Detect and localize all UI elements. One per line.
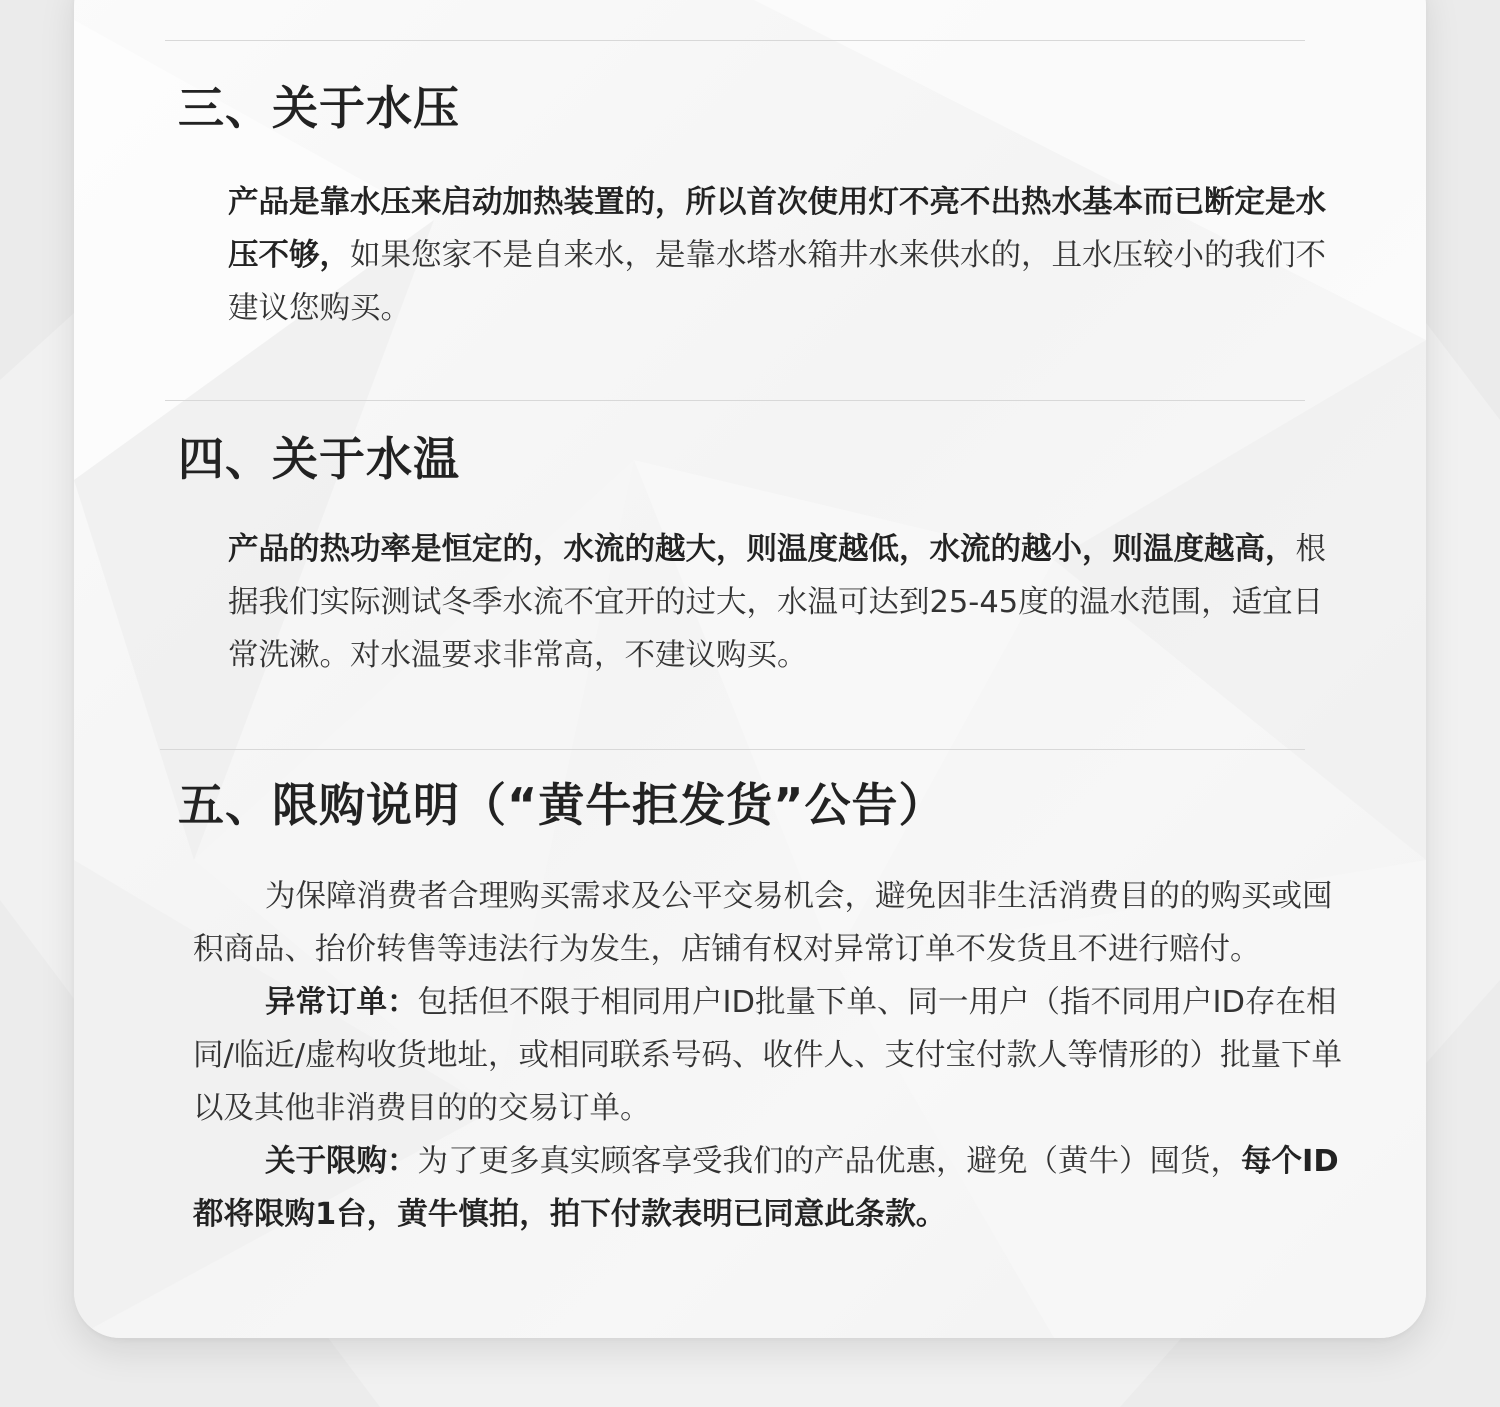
abnormal-orders-text: 包括但不限于相同用户ID批量下单、同一用户（指不同用户ID存在相同/临近/虚构收货地址，或相同联系号码、收件人、支付宝付款人等情形的）批量下单以及其他非消费目的的交易订单。 — [193, 985, 1343, 1126]
section-title-purchase-limit: 五、限购说明（“黄牛拒发货”公告） — [178, 778, 946, 832]
section-divider — [165, 400, 1305, 401]
section-body-text: 如果您家不是自来水，是靠水塔水箱井水来供水的，且水压较小的我们不建议您购买。 — [228, 238, 1326, 326]
section-body-bold: 产品是靠水压来启动加热装置的，所以首次使用灯不亮不出热水基本而已断定是水压不够， — [228, 185, 1326, 273]
purchase-limit-notice — [193, 870, 1353, 1241]
section-divider — [165, 40, 1305, 41]
notice-intro-text: 为保障消费者合理购买需求及公平交易机会，避免因非生活消费目的的购买或囤积商品、抬价转售等违法行为发生，店铺有权对异常订单不发货且不进行赔付。 — [193, 879, 1333, 967]
section-body-water-temperature — [228, 523, 1328, 682]
section-body-water-pressure — [228, 176, 1328, 335]
notice-purchase-limit — [193, 1135, 1353, 1241]
purchase-limit-label: 关于限购： — [265, 1144, 418, 1179]
section-body-text: 根据我们实际测试冬季水流不宜开的过大，水温可达到25-45度的温水范围，适宜日常洗漱。对水温要求非常高，不建议购买。 — [228, 532, 1326, 673]
notice-intro — [193, 870, 1353, 976]
section-title-water-temperature: 四、关于水温 — [178, 432, 460, 486]
purchase-limit-text: 为了更多真实顾客享受我们的产品优惠，避免（黄牛）囤货， — [417, 1144, 1241, 1179]
section-title-water-pressure: 三、关于水压 — [178, 81, 460, 135]
purchase-limit-bold: 每个ID都将限购1台，黄牛慎拍，拍下付款表明已同意此条款。 — [193, 1144, 1339, 1232]
notice-abnormal-orders — [193, 976, 1353, 1135]
section-body-bold: 产品的热功率是恒定的，水流的越大，则温度越低，水流的越小，则温度越高， — [228, 532, 1296, 567]
section-divider — [160, 749, 1305, 750]
abnormal-orders-label: 异常订单： — [265, 985, 418, 1020]
